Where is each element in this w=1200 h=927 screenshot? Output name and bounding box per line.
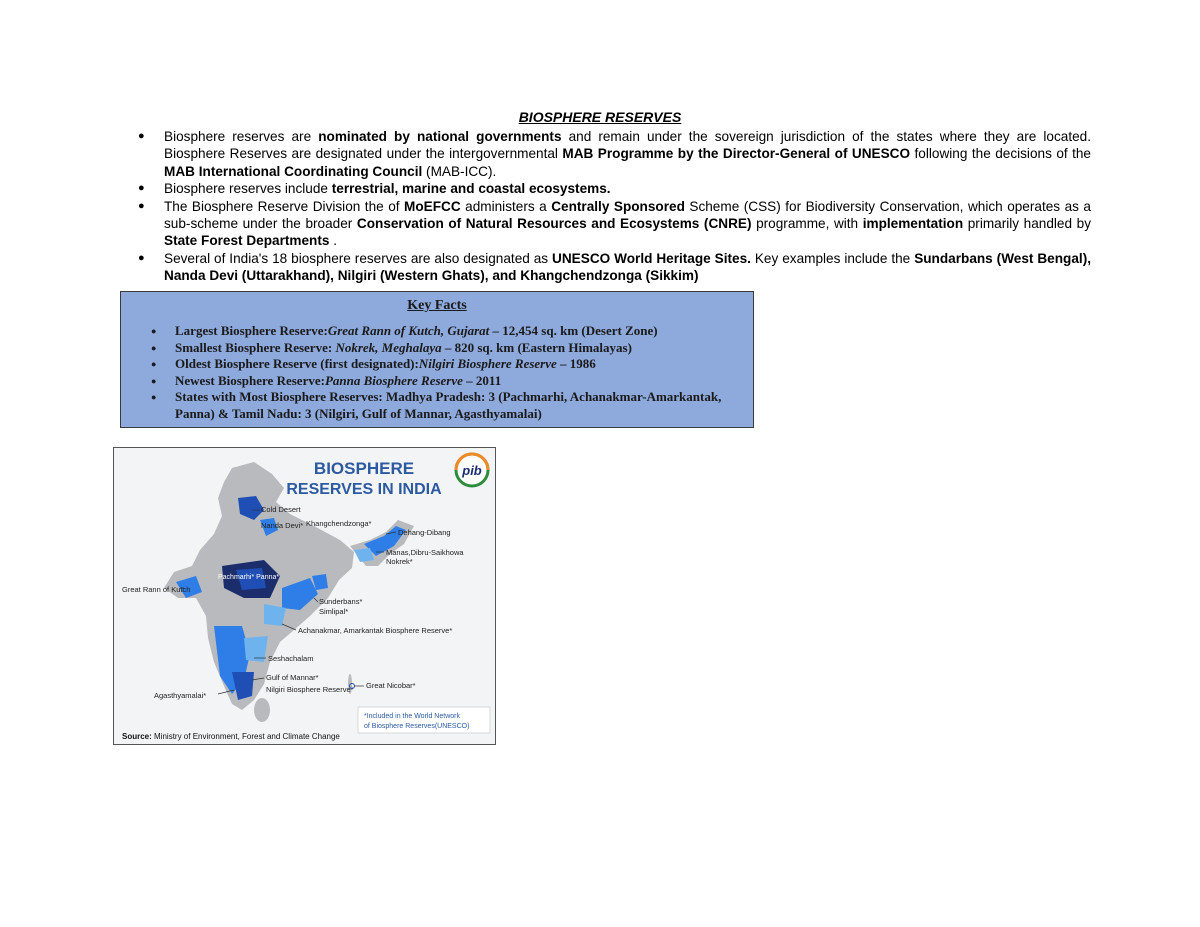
bullet-item: ● Several of India's 18 biosphere reserves are also designated as UNESCO World Heritage Sites. Key examples include the Sundarbans (West Bengal), Nanda Devi (Uttarakhand), Nilgiri (Western Ghats), and Khangchendzonga (Sikkim) — [136, 250, 1091, 285]
map-title-line1: BIOSPHERE — [313, 459, 415, 478]
key-fact-item: ● Largest Biosphere Reserve:Great Rann of Kutch, Gujarat – 12,454 sq. km (Desert Zone) — [151, 323, 753, 340]
bullet-item: ● Biosphere reserves include terrestrial, marine and coastal ecosystems. — [136, 180, 1091, 197]
map-title-line2: RESERVES IN INDIA — [286, 481, 442, 498]
label-simlipal: Simlipal* — [319, 607, 349, 616]
pib-logo — [456, 454, 488, 486]
label-gulf-of-mannar: Gulf of Mannar* — [266, 673, 319, 682]
label-manas: Manas,Dibru-Saikhowa — [386, 548, 464, 557]
key-facts-list — [121, 323, 753, 423]
label-nokrek: Nokrek* — [386, 557, 413, 566]
bullet-item: ● The Biosphere Reserve Division the of MoEFCC administers a Centrally Sponsored Scheme (CSS) for Biodiversity Conservation, which operates as a sub-scheme under the broader Conservation of Natural Resources and Ecosystems (CNRE) programme, with implementation primarily handled by State Forest Departments . — [136, 198, 1091, 250]
label-pachmarhi-panna: Pachmarhi* Panna* — [218, 574, 280, 581]
label-cold-desert: Cold Desert — [261, 505, 301, 514]
page-title: BIOSPHERE RESERVES — [518, 109, 682, 125]
biosphere-map-infographic — [113, 447, 496, 745]
label-sunderbans: Sunderbans* — [319, 597, 363, 606]
label-agasthyamalai: Agasthyamalai* — [154, 691, 207, 700]
key-fact-item: ● Newest Biosphere Reserve:Panna Biosphere Reserve – 2011 — [151, 373, 753, 390]
label-seshachalam: Seshachalam — [268, 654, 314, 663]
bullet-list — [136, 128, 1091, 285]
key-facts-title: Key Facts — [407, 298, 467, 313]
unesco-note: *Included in the World Network of Biosphere Reserves(UNESCO) — [364, 713, 470, 730]
label-nilgiri: Nilgiri Biosphere Reserve* — [266, 685, 354, 694]
label-khangchendzonga: Khangchendzonga* — [306, 519, 372, 528]
label-dehang: Dehang-Dibang — [398, 528, 451, 537]
label-achanakmar: Achanakmar, Amarkantak Biosphere Reserve* — [298, 626, 453, 635]
pib-logo-text: pib — [462, 463, 482, 478]
label-great-nicobar: Great Nicobar* — [366, 681, 416, 690]
key-fact-item: ● Smallest Biosphere Reserve: Nokrek, Meghalaya – 820 sq. km (Eastern Himalayas) — [151, 340, 753, 357]
label-nanda-devi: Nanda Devi* — [261, 521, 304, 530]
bullet-item: ● Biosphere reserves are nominated by national governments and remain under the sovereign jurisdiction of the states where they are located. Biosphere Reserves are designated under the intergovernmental MAB Programme by the Director-General of UNESCO following the decisions of the MAB International Coordinating Council (MAB-ICC). — [136, 128, 1091, 180]
sri-lanka-shape — [254, 698, 270, 722]
key-fact-item: ● States with Most Biosphere Reserves: Madhya Pradesh: 3 (Pachmarhi, Achanakmar-Amarkantak, Panna) & Tamil Nadu: 3 (Nilgiri, Gulf of Mannar, Agasthyamalai) — [151, 389, 753, 422]
label-rann: Great Rann of Kutch — [122, 585, 191, 594]
source-line: Source: Ministry of Environment, Forest and Climate Change — [122, 732, 340, 741]
key-fact-item: ● Oldest Biosphere Reserve (first designated):Nilgiri Biosphere Reserve – 1986 — [151, 356, 753, 373]
key-facts-box — [120, 291, 754, 428]
